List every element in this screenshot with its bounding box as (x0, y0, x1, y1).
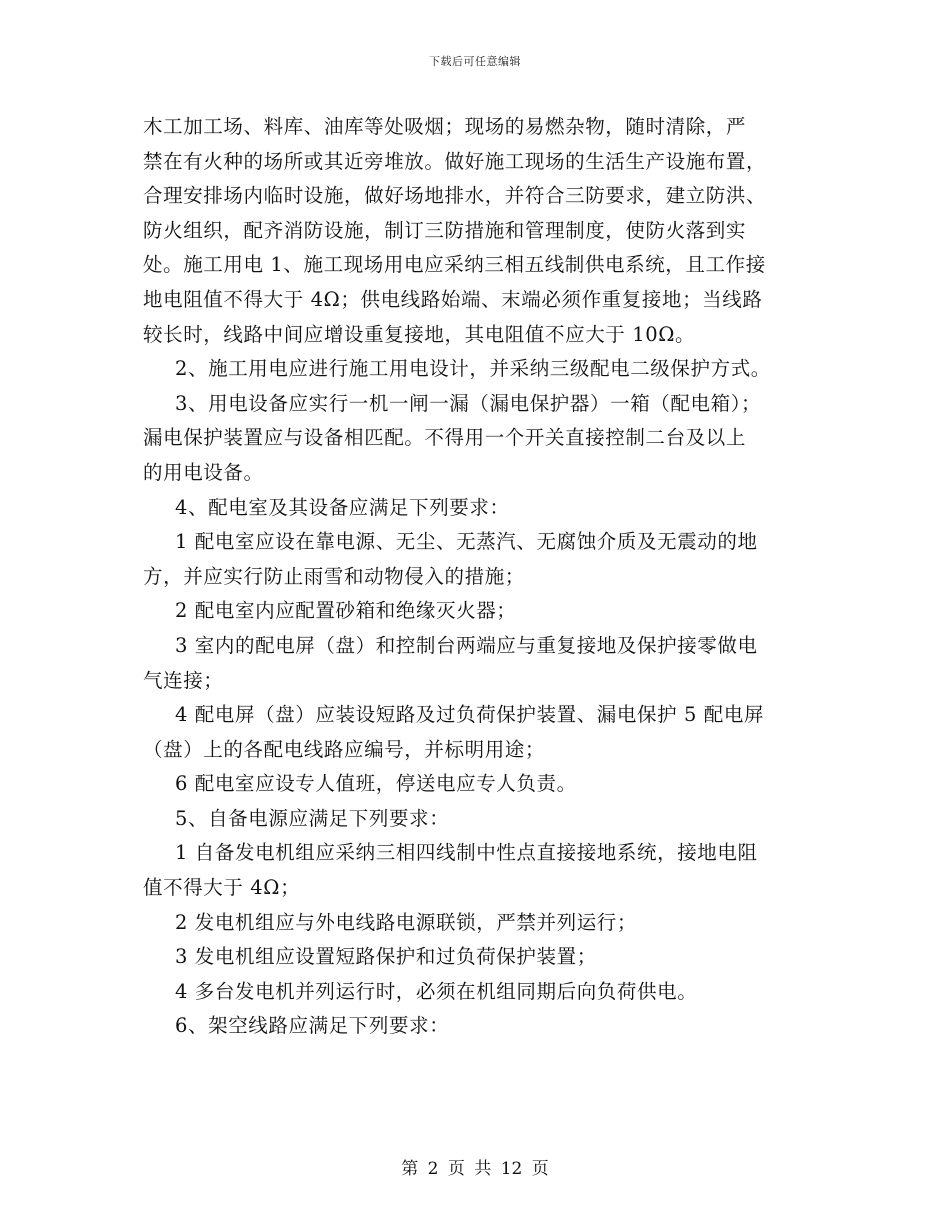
document-body (143, 110, 823, 1044)
text-line: 6 配电室应设专人值班，停送电应专人负责。 (175, 772, 577, 796)
text-line: 2 发电机组应与外电线路电源联锁，严禁并列运行； (175, 910, 638, 934)
text-line: 4、配电室及其设备应满足下列要求： (175, 495, 510, 519)
page-header: 下载后可任意编辑 (429, 55, 521, 68)
text-line: 防火组织，配齐消防设施，制订三防措施和管理制度，使防火落到实 (143, 218, 747, 242)
text-line: 4 多台发电机并列运行时，必须在机组同期后向负荷供电。 (175, 979, 698, 1003)
text-line: 6、架空线路应满足下列要求： (175, 1014, 450, 1038)
text-line: 地电阻值不得大于 4Ω；供电线路始端、末端必须作重复接地；当线路 (143, 287, 763, 311)
page-footer: 第 2 页 共 12 页 (401, 1159, 549, 1179)
text-line: 2 配电室内应配置砂箱和绝缘灭火器； (175, 599, 517, 623)
text-line: 5、自备电源应满足下列要求： (175, 806, 450, 830)
text-line: 方，并应实行防止雨雪和动物侵入的措施； (143, 564, 525, 588)
text-line: 1 自备发电机组应采纳三相四线制中性点直接接地系统，接地电阻 (175, 841, 758, 865)
text-line: 较长时，线路中间应增设重复接地，其电阻值不应大于 10Ω。 (143, 322, 696, 346)
text-line: 漏电保护装置应与设备相匹配。不得用一个开关直接控制二台及以上 (143, 426, 747, 450)
text-line: 处。施工用电 1、施工现场用电应采纳三相五线制供电系统，且工作接 (143, 253, 766, 277)
text-line: 禁在有火种的场所或其近旁堆放。做好施工现场的生活生产设施布置， (143, 149, 767, 173)
text-line: 3 室内的配电屏（盘）和控制台两端应与重复接地及保护接零做电 (175, 633, 758, 657)
text-line: 3 发电机组应设置短路保护和过负荷保护装置； (175, 945, 597, 969)
text-line: 3、用电设备应实行一机一闸一漏（漏电保护器）一箱（配电箱）； (175, 391, 762, 415)
text-line: 的用电设备。 (143, 460, 264, 484)
text-line: 2、施工用电应进行施工用电设计，并采纳三级配电二级保护方式。 (175, 357, 771, 381)
text-line: 1 配电室应设在靠电源、无尘、无蒸汽、无腐蚀介质及无震动的地 (175, 530, 758, 554)
text-line: 值不得大于 4Ω； (143, 876, 301, 900)
text-line: 木工加工场、料库、油库等处吸烟；现场的易燃杂物，随时清除，严 (143, 115, 747, 138)
text-line: （盘）上的各配电线路应编号，并标明用途； (143, 737, 546, 761)
text-line: 合理安排场内临时设施，做好场地排水，并符合三防要求，建立防洪、 (143, 184, 767, 208)
text-line: 4 配电屏（盘）应装设短路及过负荷保护装置、漏电保护 5 配电屏 (175, 703, 765, 727)
text-line: 气连接； (143, 668, 224, 692)
